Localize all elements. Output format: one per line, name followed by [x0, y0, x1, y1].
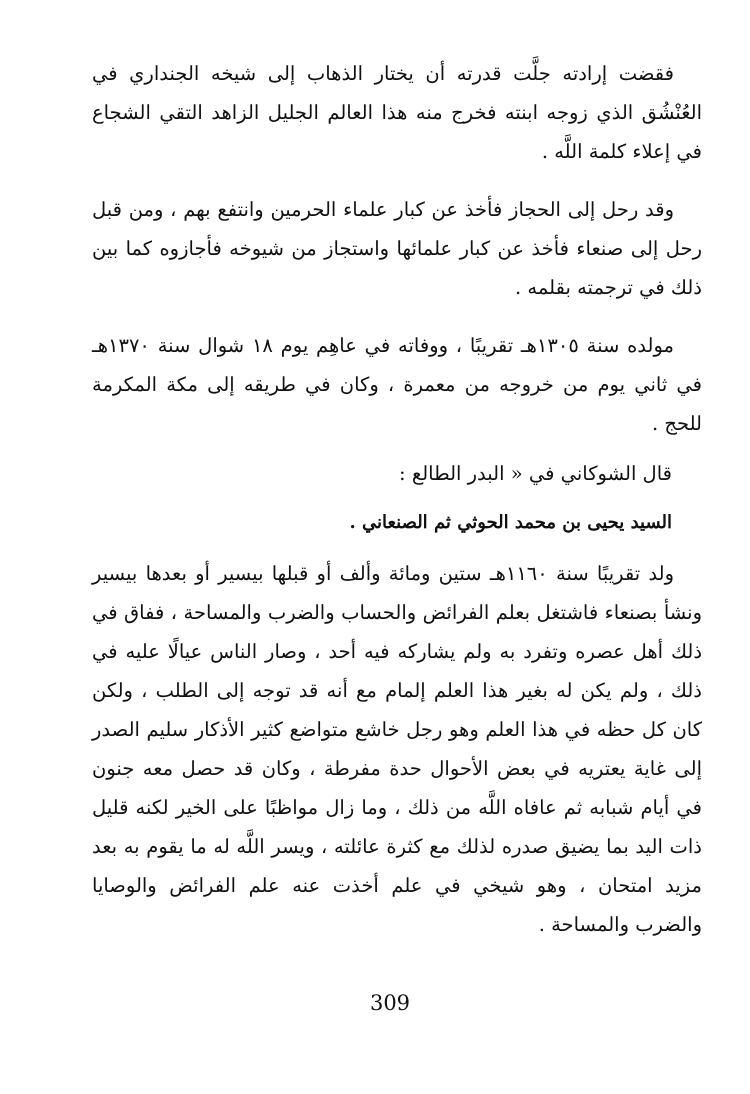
- biography-heading: السيد يحيى بن محمد الحوثي ثم الصنعاني .: [349, 512, 672, 533]
- page-number: 309: [369, 991, 411, 1015]
- paragraph-birth-death: مولده سنة ١٣٠٥هـ تقريبًا ، ووفاته في عاهِم يوم ١٨ شوال سنة ١٣٧٠هـ في ثاني يوم من خروجه من معمرة ، وكان في طريقه إلى مكة المكرمة للحج .: [92, 334, 702, 435]
- paragraph-shawkani-quote-intro: قال الشوكاني في « البدر الطالع :: [399, 462, 672, 485]
- paragraph-biography: ولد تقريبًا سنة ١١٦٠هـ ستين ومائة وألف أو قبلها بيسير أو بعدها بيسير ونشأ بصنعاء فاشتغل بعلم الفرائض والحساب والضرب والمساحة ، ففاق في ذلك أهل عصره وتفرد به ولم يشاركه فيه أحد ، وصار الناس عيالًا عليه في ذلك ، ولم يكن له بغير هذا العلم إلمام مع أنه قد توجه إلى الطلب ، ولكن كان كل حظه في هذا العلم وهو رجل خاشع متواضع كثير الأذكار سليم الصدر إلى غاية يعتريه في بعض الأحوال حدة مفرطة ، وكان قد حصل معه جنون في أيام شبابه ثم عافاه اللَّه من ذلك ، وما زال مواظبًا على الخير لكنه قليل ذات اليد بما يضيق صدره لذلك مع كثرة عائلته ، ويسر اللَّه له ما يقوم به بعد مزيد امتحان ، وهو شيخي في علم أخذت عنه علم الفرائض والوصايا والضرب والمساحة .: [92, 562, 702, 936]
- paragraph-departure: فقضت إرادته جلَّت قدرته أن يختار الذهاب إلى شيخه الجنداري في العُنْشُق الذي زوجه ابنته فخرج منه هذا العالم الجليل الزاهد التقي الشجاع في إعلاء كلمة اللَّه .: [92, 62, 702, 163]
- paragraph-travels: وقد رحل إلى الحجاز فأخذ عن كبار علماء الحرمين وانتفع بهم ، ومن قبل رحل إلى صنعاء فأخذ عن كبار علمائها واستجاز من شيوخه فأجازوه كما بين ذلك في ترجمته بقلمه .: [92, 198, 702, 299]
